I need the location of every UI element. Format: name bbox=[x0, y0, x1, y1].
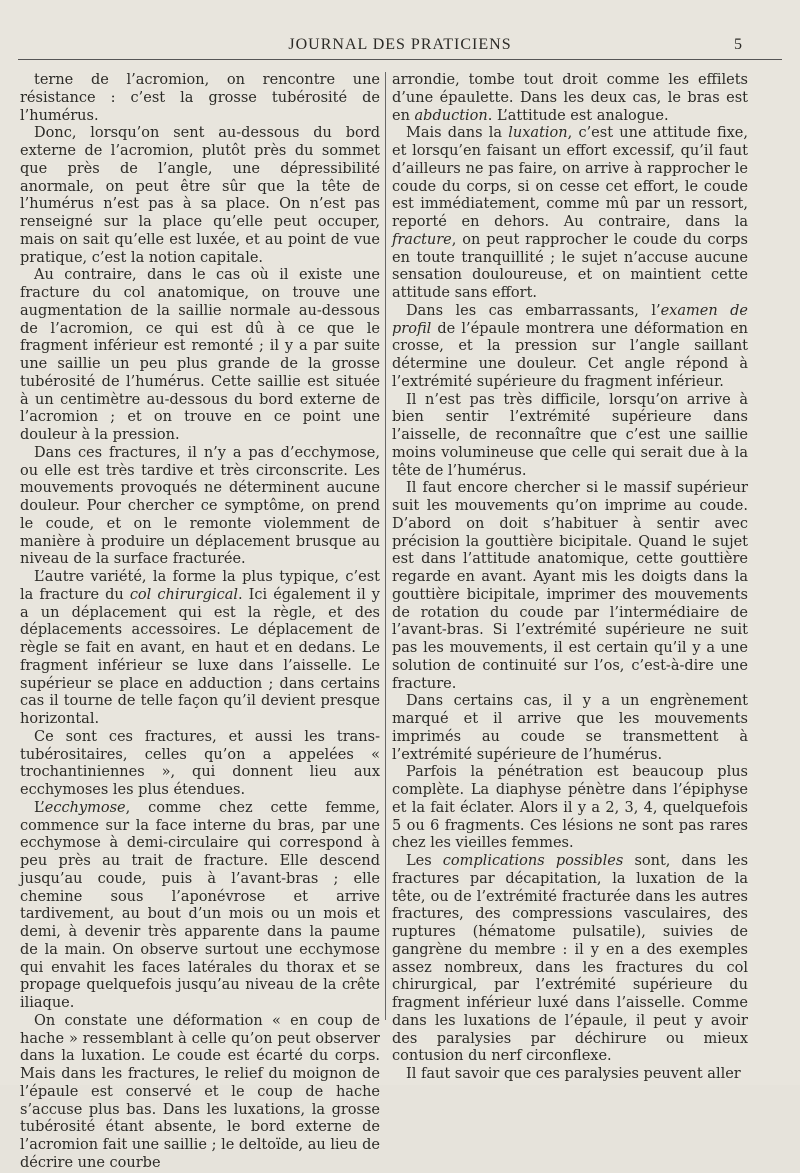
text-run: sont, dans les fractures par décapitation, la luxation de la tête, ou de l’extrémité fracturée dans les autres fractures, des compressions vasculaires, des ruptures (hématome pulsatile), suivies de gangrène du membre : il y en a des exemples assez nombreux, dans les fractures du col chirurgical, par l’extrémité supérieure du fragment inférieur luxé dans l’aisselle. Comme dans les luxations de l’épaule, il peut y avoir des paralysies par déchirure ou mieux contusion du nerf circonflexe. bbox=[392, 853, 749, 1065]
text-run: Mais dans la bbox=[406, 125, 509, 142]
page-number: 5 bbox=[734, 36, 742, 53]
text-run: Il faut encore chercher si le massif supérieur suit les mouvements qu’on imprime au coude. D’abord on doit s’habituer à sentir avec précision la gouttière bicipitale. Quand le sujet est dans l’attitude anatomique, cette gouttière regarde en avant. Ayant mis les doigts dans la gouttière bicipitale, imprimer des mouvements de rotation du coude par l’intermédiaire de l’avant-bras. Si l’extrémité supérieure ne suit pas les mouvements, il est certain qu’il y a une solution de continuité sur l’os, c’est-à-dire une fracture. bbox=[392, 480, 748, 692]
italic-term: fracture bbox=[392, 231, 452, 248]
paragraph bbox=[20, 1013, 380, 1173]
column-divider bbox=[385, 72, 386, 1020]
italic-term: complications possibles bbox=[442, 853, 624, 869]
paragraph bbox=[392, 1066, 748, 1084]
running-title: JOURNAL DES PRATICIENS bbox=[288, 36, 512, 53]
text-run: Au contraire, dans le cas où il existe une fracture du col anatomique, on trouve une augmentation de la saillie normale au-dessous de l’acromion, ce qui est dû à ce que le fragment inférieur est remonté ; il y a par suite une saillie un peu plus grande de la grosse tubérosité de l’humérus. Cette saillie est située à un centimètre au-dessous du bord externe de l’acromion ; et on trouve en ce point une douleur à la pression. bbox=[20, 267, 380, 443]
paragraph bbox=[20, 800, 380, 1013]
text-run: Parfois la pénétration est beaucoup plus complète. La diaphyse pénètre dans l’épiphyse et la fait éclater. Alors il y a 2, 3, 4, quelquefois 5 ou 6 fragments. Ces lésions ne sont pas rares chez les vieilles femmes. bbox=[392, 764, 748, 852]
text-run: , c’est une attitude fixe, et lorsqu’en faisant un effort excessif, qu’il faut d’ailleurs ne pas faire, on arrive à rapprocher le coude du corps, si on cesse cet effort, le coude est immédiatement, comme mû par un ressort, reporté en dehors. Au contraire, dans la bbox=[392, 125, 748, 230]
text-run: Dans les cas embarrassants, l’ bbox=[406, 302, 661, 319]
paragraph bbox=[392, 392, 748, 481]
text-run: On constate une déformation « en coup de hache » ressemblant à celle qu’on peut observer dans la luxation. Le coude est écarté du corps. Mais dans les fractures, le relief du moignon de l’épaule est conservé et le coup de hache s’accuse plus bas. Dans les luxations, la grosse tubérosité étant absente, le bord externe de l’acromion fait une saillie ; le deltoïde, au lieu de décrire une courbe bbox=[20, 1012, 380, 1171]
paragraph bbox=[392, 853, 748, 1066]
paragraph bbox=[392, 303, 748, 392]
paragraph bbox=[20, 267, 380, 445]
text-run: arrondie, tombe tout droit comme les effilets d’une épaulette. Dans les deux cas, le bras est en bbox=[392, 72, 748, 124]
italic-term: col chirurgical bbox=[129, 586, 238, 603]
paragraph bbox=[392, 72, 748, 125]
text-run: Ce sont ces fractures, et aussi les trans-tubérositaires, celles qu’on a appelées « trochantiniennes », qui donnent lieu aux ecchymoses les plus étendues. bbox=[20, 728, 380, 798]
italic-term: luxation bbox=[508, 125, 568, 142]
header-rule bbox=[18, 59, 782, 60]
paragraph bbox=[20, 125, 380, 267]
text-run: L’ bbox=[34, 799, 45, 816]
text-run: Donc, lorsqu’on sent au-dessous du bord externe de l’acromion, plutôt près du sommet que près de l’angle, une dépressibilité anormale, on peut être sûr que la tête de l’humérus n’est pas à sa place. On n’est pas renseigné sur la place qu’elle peut occuper, mais on sait qu’elle est luxée, et au point de vue pratique, c’est la notion capitale. bbox=[20, 125, 380, 266]
text-run: Dans ces fractures, il n’y a pas d’ecchymose, ou elle est très tardive et très circonscrite. Les mouvements provoqués ne déterminent aucune douleur. Pour chercher ce symptôme, on prend le coude, et on le remonte violemment de manière à produire un déplacement brusque au niveau de la surface fracturée. bbox=[20, 444, 380, 568]
text-run: , comme chez cette femme, commence sur la face interne du bras, par une ecchymose à demi-circulaire qui correspond à peu près au trait de fracture. Elle descend jusqu’au coude, puis à l’avant-bras ; elle chemine sous l’aponévrose et arrive tardivement, au bout d’un mois ou un mois et demi, à devenir très apparente dans la paume de la main. On observe surtout une ecchymose qui envahit les faces latérales du thorax et se propage quelquefois jusqu’au niveau de la crête iliaque. bbox=[20, 799, 380, 1011]
paragraph bbox=[20, 569, 380, 729]
text-run: terne de l’acromion, on rencontre une résistance : c’est la grosse tubérosité de l’humérus. bbox=[20, 72, 380, 124]
paragraph bbox=[392, 480, 748, 693]
text-run: Dans certains cas, il y a un engrènement marqué et il arrive que les mouvements imprimés au coude se transmettent à l’extrémité supérieure de l’humérus. bbox=[392, 693, 748, 763]
paragraph bbox=[392, 125, 748, 303]
text-run: . L’attitude est analogue. bbox=[487, 107, 669, 124]
text-run: Il n’est pas très difficile, lorsqu’on arrive à bien sentir l’extrémité supérieure dans l’aisselle, de reconnaître que c’est une saillie moins volumineuse que celle qui serait due à la tête de l’humérus. bbox=[392, 391, 748, 479]
italic-term: abduction bbox=[414, 107, 488, 124]
italic-term: ecchymose bbox=[44, 799, 126, 816]
text-run: . Ici également il y a un déplacement qui est la règle, et des déplacements accessoires. Le déplacement de règle se fait en avant, en haut et en dedans. Le fragment inférieur se luxe dans l’aisselle. Le supérieur se place en adduction ; dans certains cas il tourne de telle façon qu’il devient presque horizontal. bbox=[20, 586, 380, 727]
text-run: Les bbox=[406, 853, 443, 869]
page-header bbox=[18, 30, 782, 60]
paragraph bbox=[20, 445, 380, 569]
text-run: L’autre variété, la forme la plus typique, c’est la fracture du bbox=[20, 569, 380, 603]
text-run: Il faut savoir que ces paralysies peuvent aller bbox=[406, 1066, 741, 1082]
paragraph bbox=[392, 764, 748, 853]
left-column bbox=[20, 72, 380, 1173]
italic-term: examen de profil bbox=[392, 302, 749, 337]
right-column bbox=[392, 72, 748, 1084]
paragraph bbox=[20, 72, 380, 125]
text-run: de l’épaule montrera une déformation en crosse, et la pression sur l’angle saillant détermine une douleur. Cet angle répond à l’extrémité supérieure du fragment inférieur. bbox=[392, 320, 748, 390]
paragraph bbox=[392, 693, 748, 764]
text-run: , on peut rapprocher le coude du corps en toute tranquillité ; le sujet n’accuse aucune sensation douloureuse, et on maintient cette attitude sans effort. bbox=[392, 231, 748, 301]
paragraph bbox=[20, 729, 380, 800]
